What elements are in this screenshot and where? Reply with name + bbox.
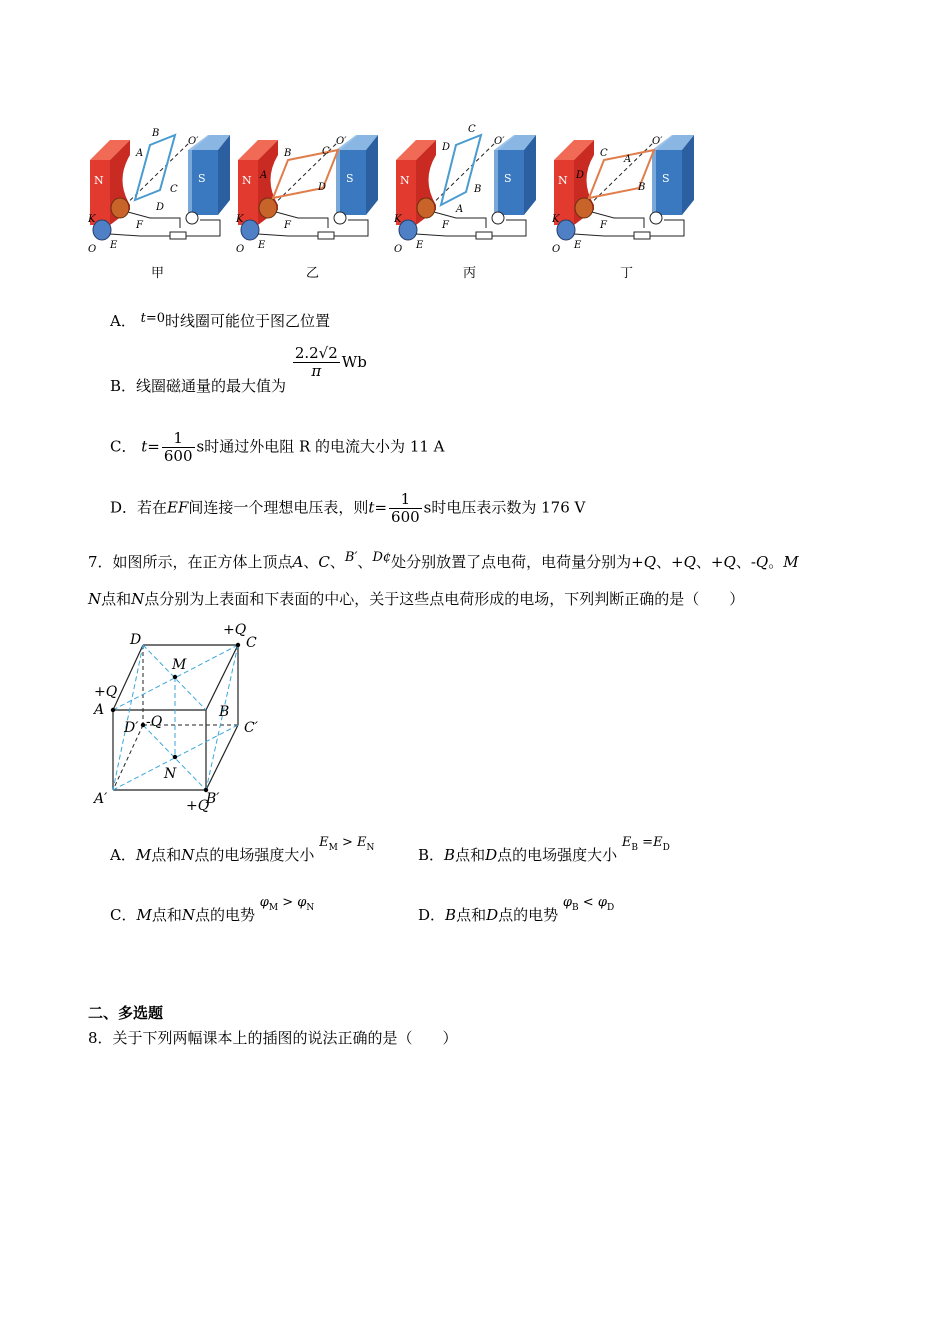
svg-text:D: D (576, 170, 585, 181)
svg-text:S: S (662, 172, 670, 185)
svg-text:E: E (416, 240, 424, 251)
svg-text:B: B (474, 184, 482, 195)
svg-text:A: A (624, 154, 632, 165)
svg-text:O′: O′ (494, 136, 505, 147)
generator-figure-2 (235, 135, 378, 255)
charge-a: +Q (94, 684, 118, 700)
label-a: A (94, 702, 105, 718)
svg-text:E: E (110, 240, 118, 251)
svg-text:A: A (136, 148, 144, 159)
label-b-prime: B′ (206, 791, 220, 807)
svg-text:C: C (468, 124, 476, 135)
svg-text:O: O (236, 244, 245, 255)
n-label: N (94, 174, 104, 187)
svg-text:F: F (284, 220, 291, 231)
cube-figure (88, 620, 278, 815)
label-b: B (219, 704, 230, 720)
label-d: D (130, 632, 142, 648)
svg-text:A: A (260, 170, 268, 181)
figure-caption-2: 乙 (306, 266, 320, 281)
svg-text:D: D (442, 142, 451, 153)
q7-stem-line2: N点和N点分别为上表面和下表面的中心，关于这些点电荷形成的电场，下列判断正确的是（ ） (88, 590, 745, 608)
svg-text:D: D (318, 182, 327, 193)
svg-text:B: B (152, 128, 160, 139)
q6-option-d: D．若在EF间连接一个理想电压表，则t= $\frac{1}{600}$ s时电压表示数为 176 V (110, 490, 586, 526)
charge-b-prime: +Q (186, 798, 210, 814)
figure-caption-3: 丙 (463, 266, 477, 281)
q7-option-c: C．M点和N点的电势 $\varphi_M > \varphi_N$ (110, 895, 315, 924)
q6-option-a: A． t=0时线圈可能位于图乙位置 (110, 311, 331, 330)
svg-text:B: B (284, 148, 292, 159)
label-c-prime: C′ (244, 720, 258, 736)
svg-text:C: C (600, 148, 608, 159)
figure-caption-4: 丁 (620, 266, 634, 281)
svg-text:F: F (442, 220, 449, 231)
q7-option-d: D．B点和D点的电势 $\varphi_B < \varphi_D$ (418, 895, 615, 924)
svg-text:C: C (170, 184, 178, 195)
label-c: C (246, 635, 257, 651)
svg-text:C: C (322, 146, 330, 157)
generator-figure-3 (393, 124, 536, 255)
svg-text:O′: O′ (336, 136, 347, 147)
charge-d-prime: -Q (146, 714, 163, 730)
svg-text:N: N (400, 174, 410, 187)
q7-option-a: A．M点和N点的电场强度大小 $E_M > E_N$ (110, 835, 375, 864)
svg-text:N: N (242, 174, 252, 187)
svg-text:K: K (552, 214, 560, 225)
svg-text:K: K (236, 214, 244, 225)
generator-figure-4 (551, 135, 694, 255)
svg-text:O: O (394, 244, 403, 255)
svg-text:K: K (88, 214, 96, 225)
s-label: S (198, 172, 206, 185)
svg-text:F: F (136, 220, 143, 231)
svg-text:E: E (258, 240, 266, 251)
q7-stem-line1: 7．如图所示，在正方体上顶点A、C、B′、D¢处分别放置了点电荷，电荷量分别为+Q、+Q、+Q、-Q。M (88, 550, 799, 571)
label-m: M (172, 657, 187, 673)
svg-text:S: S (346, 172, 354, 185)
label-d-prime: D′ (124, 720, 139, 736)
label-a-prime: A′ (94, 791, 108, 807)
label-n: N (164, 766, 177, 782)
svg-text:A: A (456, 204, 464, 215)
q7-option-b: B．B点和D点的电场强度大小 $E_B =E_D$ (418, 835, 670, 864)
q6-option-c: C． t= $\frac{1}{600}$ s时通过外电阻 R 的电流大小为 11 A (110, 429, 445, 465)
q8-stem: 8．关于下列两幅课本上的插图的说法正确的是（ ） (88, 1029, 458, 1047)
o-prime-label: O′ (188, 136, 199, 147)
generator-figures (80, 120, 700, 260)
q6-option-b: B．线圈磁通量的最大值为 $\frac{2.2√2}{\pi}$ Wb (110, 344, 367, 395)
figure-caption-1: 甲 (151, 266, 165, 281)
charge-c: +Q (223, 622, 247, 638)
svg-text:S: S (504, 172, 512, 185)
generator-figure-1 (87, 128, 230, 255)
svg-text:O: O (88, 244, 97, 255)
svg-text:E: E (574, 240, 582, 251)
section-title: 二、多选题 (88, 1004, 164, 1022)
svg-text:F: F (600, 220, 607, 231)
svg-text:D: D (156, 202, 165, 213)
svg-text:K: K (394, 214, 402, 225)
svg-text:N: N (558, 174, 568, 187)
svg-text:B: B (638, 182, 646, 193)
svg-text:O′: O′ (652, 136, 663, 147)
svg-text:O: O (552, 244, 561, 255)
